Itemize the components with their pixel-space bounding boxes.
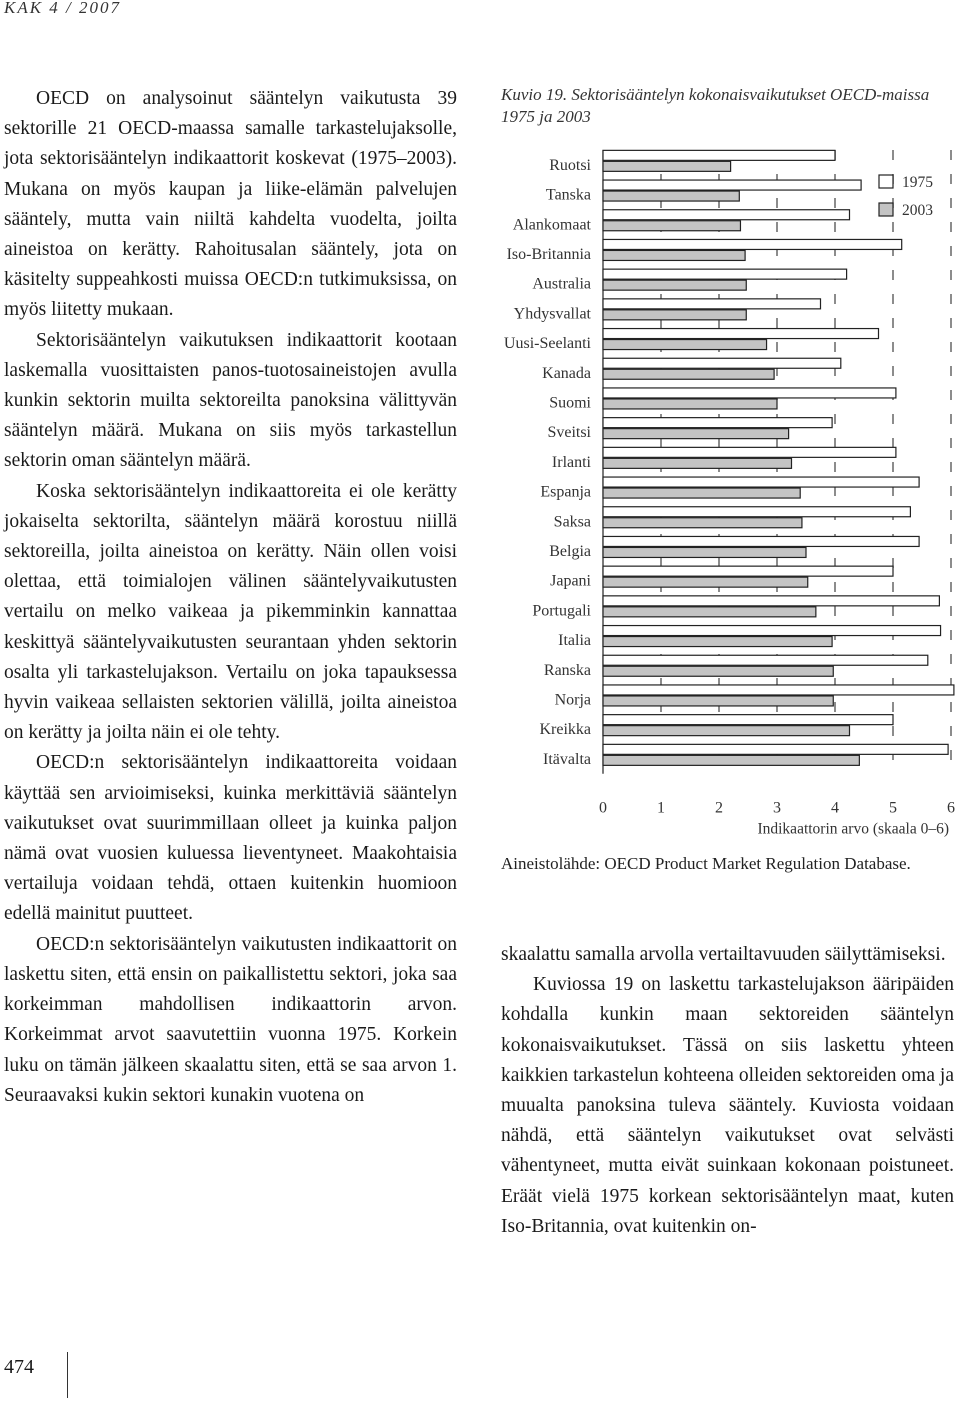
bar-2003 xyxy=(603,429,789,439)
bar-chart xyxy=(480,140,958,840)
bar-1975 xyxy=(603,150,835,160)
bar-2003 xyxy=(603,755,859,765)
bar-2003 xyxy=(603,547,806,557)
left-column-text xyxy=(4,84,457,1111)
category-label: Japani xyxy=(550,572,591,590)
paragraph: OECD:n sektorisääntelyn indikaattoreita voidaan käyttää sen arvioimiseksi, kuinka merkittäviä sääntelyn vaikutukset ovat suurimmillaan olleet ja kuinka paljon nämä ovat vuosien kuluessa lieventyneet. Maakohtaisia vertailuja voidaan tehdä, ottaen kuitenkin huomioon edellä mainitut puutteet. xyxy=(4,752,457,925)
bar-2003 xyxy=(603,310,746,320)
bar-2003 xyxy=(603,161,731,171)
category-label: Ranska xyxy=(543,661,591,679)
legend-label: 2003 xyxy=(902,202,933,219)
x-axis-label: Indikaattorin arvo (skaala 0–6) xyxy=(757,820,949,838)
legend-label: 1975 xyxy=(902,174,933,191)
bar-1975 xyxy=(603,536,919,546)
x-tick-label: 3 xyxy=(773,799,781,817)
category-label: Saksa xyxy=(553,513,591,531)
bar-1975 xyxy=(603,299,821,309)
category-label: Yhdysvallat xyxy=(513,305,591,323)
bar-2003 xyxy=(603,488,800,498)
bar-2003 xyxy=(603,458,792,468)
bar-2003 xyxy=(603,666,833,676)
bar-1975 xyxy=(603,269,847,279)
bar-1975 xyxy=(603,507,910,517)
category-label: Italia xyxy=(558,632,591,650)
category-label: Iso-Britannia xyxy=(506,245,591,263)
bar-1975 xyxy=(603,447,896,457)
category-label: Itävalta xyxy=(543,750,591,768)
bar-2003 xyxy=(603,399,777,409)
bar-1975 xyxy=(603,685,954,695)
category-label: Uusi-Seelanti xyxy=(503,335,591,353)
bar-1975 xyxy=(603,180,861,190)
category-label: Espanja xyxy=(540,483,591,501)
category-label: Suomi xyxy=(549,394,591,412)
paragraph: Sektorisääntelyn vaikutuksen indikaattorit kootaan laskemalla vuosittaisten panos-tuotosaineistojen avulla kunkin sektorin muilta sektoreilta panoksina välittyvän sääntelyn määrä. Mukana on siis myös tarkastellun sektorin oman sääntelyn määrä. xyxy=(4,329,457,472)
category-label: Belgia xyxy=(549,542,591,560)
category-label: Norja xyxy=(554,691,591,709)
bar-1975 xyxy=(603,596,939,606)
bar-2003 xyxy=(603,250,745,260)
bar-1975 xyxy=(603,477,919,487)
paragraph: OECD on analysoinut sääntelyn vaikutusta 39 sektorille 21 OECD-maassa samalle tarkastelujaksolle, jota sektorisääntelyn indikaattorit koskevat (1975–2003). Mukana on myös kaupan ja liike-elämän palvelujen sääntely, mutta vain niiltä kahdelta vuodelta, joilta aineistoa on kerätty. Rahoitusalan sääntely, jota on käsitelty suppeahkosti muissa OECD:n tutkimuksissa, on myös liitetty mukaan. xyxy=(4,88,457,321)
page-number: 474 xyxy=(4,1356,34,1378)
bar-2003 xyxy=(603,696,833,706)
right-column-text xyxy=(501,940,954,1242)
bar-1975 xyxy=(603,358,841,368)
bar-1975 xyxy=(603,626,941,636)
category-label: Sveitsi xyxy=(547,424,591,442)
bar-2003 xyxy=(603,607,816,617)
bar-1975 xyxy=(603,388,896,398)
bar-2003 xyxy=(603,577,808,587)
footer-divider xyxy=(67,1352,68,1398)
bar-1975 xyxy=(603,418,832,428)
x-tick-label: 4 xyxy=(831,799,839,817)
bar-1975 xyxy=(603,329,879,339)
bar-1975 xyxy=(603,239,902,249)
bar-2003 xyxy=(603,280,746,290)
bar-2003 xyxy=(603,637,832,647)
bar-1975 xyxy=(603,210,850,220)
category-label: Ruotsi xyxy=(549,156,591,174)
legend-swatch-1975 xyxy=(879,175,893,188)
category-label: Portugali xyxy=(532,602,591,620)
paragraph: OECD:n sektorisääntelyn vaikutusten indikaattorit on laskettu siten, että ensin on paikallistettu sektori, joka saa korkeimman mahdollisen indikaattorin arvon. Korkeimmat arvot saavutettiin vuonna 1975. Korkein luku on tämän jälkeen skaalattu siten, että se saa arvon 1. Seuraavaksi kukin sektori kunakin vuotena on xyxy=(4,933,457,1106)
bar-1975 xyxy=(603,715,893,725)
bar-2003 xyxy=(603,221,740,231)
figure-source: Aineistolähde: OECD Product Market Regulation Database. xyxy=(501,854,911,873)
x-tick-label: 1 xyxy=(657,799,665,817)
category-label: Australia xyxy=(532,275,591,293)
category-label: Kanada xyxy=(542,364,591,382)
legend-swatch-2003 xyxy=(879,203,893,216)
paragraph: skaalattu samalla arvolla vertailtavuuden säilyttämiseksi. xyxy=(501,944,946,965)
paragraph: Koska sektorisääntelyn indikaattoreita ei ole kerätty jokaiselta sektorilta, sääntelyn määrä korostuu niillä sektoreilla, joilta aineistoa on kerätty. Näin ollen voisi olettaa, että toimialojen välinen sääntelyvaikutusten vertailu on melko vaikeaa ja pikemminkin kannattaa keskittyä sääntelyvaikutusten seurantaan yhden sektorin osalta yli tarkastelujakson. Vertailu on joka tapauksessa hyvin vaikeaa sellaisten sektorien välillä, joilta aineistoa on kerätty ja joilta näin ei ole tehty. xyxy=(4,480,457,744)
paragraph: Kuviossa 19 on laskettu tarkastelujakson ääripäiden kohdalla kunkin maan sektoreiden sääntelyn kokonaisvaikutukset. Tässä on siis laskettu yhteen kaikkien tarkastelun kohteena olleiden sektoreiden oma ja muualta panoksina tuleva sääntely. Kuviosta voidaan nähdä, että sääntelyn vaikutukset ovat selvästi vähentyneet, mutta eivät suinkaan kokonaan poistuneet. Eräät vielä 1975 korkean sektorisääntelyn maat, kuten Iso-Britannia, ovat kuitenkin on- xyxy=(501,974,954,1237)
category-label: Irlanti xyxy=(551,453,591,471)
x-tick-label: 5 xyxy=(889,799,897,817)
category-label: Tanska xyxy=(545,186,591,204)
bar-1975 xyxy=(603,566,893,576)
figure-caption: Kuvio 19. Sektorisääntelyn kokonaisvaikutukset OECD-maissa 1975 ja 2003 xyxy=(501,85,930,126)
bar-2003 xyxy=(603,191,739,201)
bar-2003 xyxy=(603,726,850,736)
x-tick-label: 0 xyxy=(599,799,607,817)
bar-2003 xyxy=(603,340,767,350)
category-label: Kreikka xyxy=(539,721,591,739)
category-label: Alankomaat xyxy=(512,216,591,234)
bar-2003 xyxy=(603,369,774,379)
bar-1975 xyxy=(603,744,948,754)
running-header: KAK 4 / 2007 xyxy=(4,0,122,17)
x-tick-label: 6 xyxy=(947,799,955,817)
bar-1975 xyxy=(603,655,928,665)
bar-2003 xyxy=(603,518,802,528)
x-tick-label: 2 xyxy=(715,799,723,817)
